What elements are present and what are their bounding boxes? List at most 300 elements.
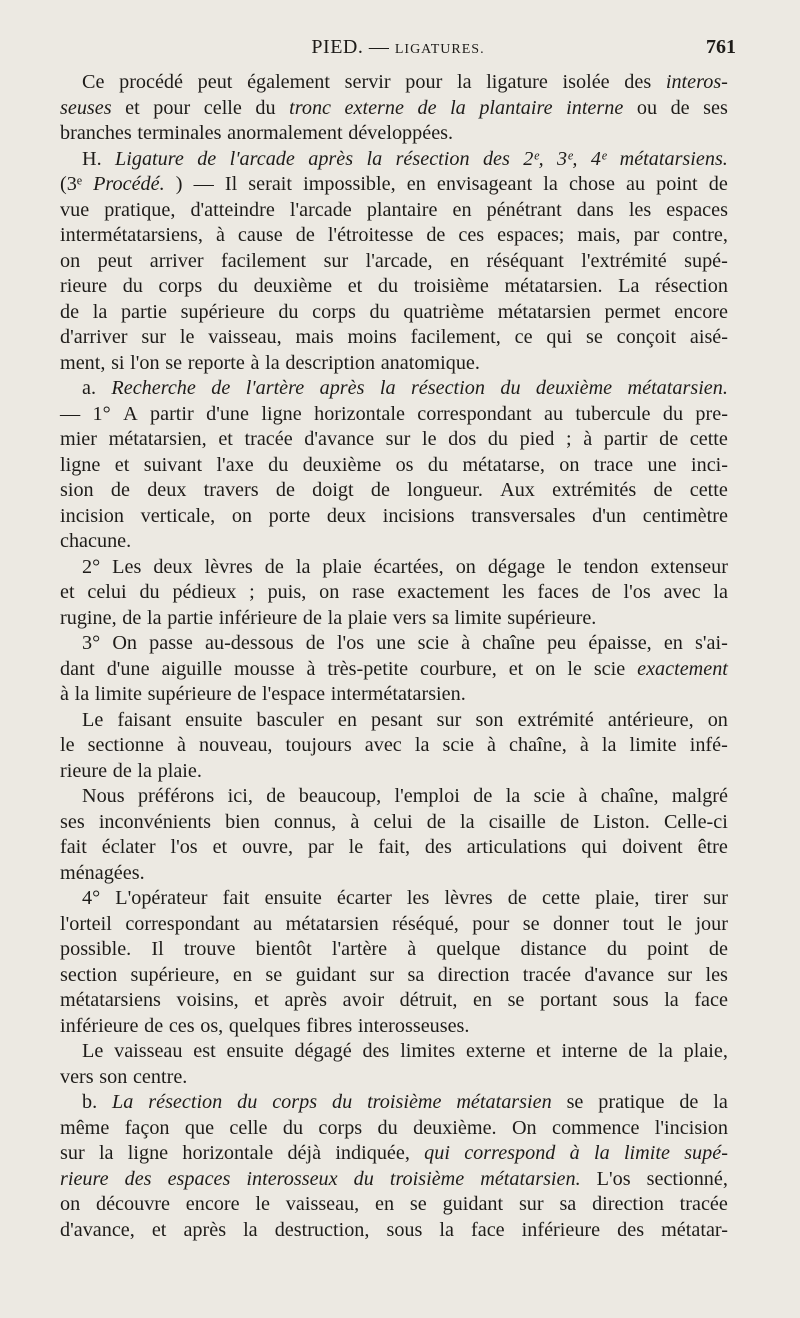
word: point xyxy=(656,173,698,195)
word: à xyxy=(306,657,316,680)
word: est xyxy=(193,1040,216,1062)
word: métatarsien. xyxy=(504,275,603,297)
word: le xyxy=(179,326,195,348)
text-line xyxy=(60,759,728,785)
text-line xyxy=(60,963,728,989)
text-line xyxy=(60,274,728,300)
word: au-dessous xyxy=(205,632,294,654)
word: tout xyxy=(622,912,654,935)
word: d'un xyxy=(592,504,627,527)
word: de xyxy=(679,1091,699,1113)
word: L'opérateur xyxy=(115,887,208,909)
word: trace xyxy=(593,453,634,476)
word: sa xyxy=(431,606,449,629)
word: Aux xyxy=(500,479,535,501)
word: la xyxy=(450,96,466,119)
word: connus, xyxy=(273,810,337,833)
word: inconvénients xyxy=(98,810,211,833)
word: travers xyxy=(203,479,259,501)
word: mier xyxy=(60,428,97,450)
word: les xyxy=(502,581,525,603)
word: en xyxy=(450,249,470,272)
word: moins xyxy=(347,326,397,348)
word: interne xyxy=(561,1040,618,1062)
word: quatrième xyxy=(403,300,485,323)
word: extrémités xyxy=(552,479,637,501)
word: 3ᵉ, xyxy=(557,147,578,170)
word: troisième xyxy=(413,275,489,297)
word: supérieure xyxy=(180,300,265,323)
word: ensuite xyxy=(264,887,322,909)
word: Liston. xyxy=(593,810,650,833)
word: à xyxy=(60,683,69,705)
word: résection xyxy=(410,377,485,399)
word: pied xyxy=(519,428,555,450)
word: la xyxy=(414,734,430,756)
word: l'étroitesse xyxy=(327,224,414,246)
word: la xyxy=(74,683,90,705)
word: on xyxy=(559,453,580,476)
word: des xyxy=(624,71,652,93)
word: le xyxy=(60,734,75,756)
word: découvre xyxy=(96,1193,170,1215)
word: limite xyxy=(629,734,677,756)
word: 2ᵉ, xyxy=(523,147,544,170)
word: des xyxy=(124,1167,152,1190)
word: métatarsien xyxy=(456,1091,552,1113)
word: tracée xyxy=(244,428,293,450)
word: — xyxy=(193,173,214,195)
word: mousse xyxy=(233,657,295,680)
word: partie xyxy=(167,606,214,629)
page-header xyxy=(60,36,736,66)
word: son xyxy=(475,708,504,731)
word: cette xyxy=(689,479,728,501)
word: sous xyxy=(386,1218,423,1241)
word: externe xyxy=(465,1040,526,1062)
word: métatarsiens xyxy=(60,989,161,1011)
word: réséqué, xyxy=(392,912,459,935)
word: les xyxy=(705,963,728,986)
word: métatarsien xyxy=(497,300,591,323)
word: facilement, xyxy=(410,326,501,348)
word: la xyxy=(366,147,383,170)
word: en xyxy=(406,173,426,195)
word: de xyxy=(144,1014,164,1037)
word: rugine, xyxy=(60,606,117,629)
word: du xyxy=(278,300,299,323)
word: écartées, xyxy=(373,555,444,578)
word: horizontale xyxy=(314,402,405,425)
word: de xyxy=(110,479,130,501)
word: plaie xyxy=(322,555,362,578)
word: à xyxy=(583,428,593,450)
word: éclater xyxy=(101,836,156,858)
word: sa xyxy=(407,963,425,986)
word: scie xyxy=(593,657,626,680)
word: sur xyxy=(518,1193,544,1215)
word: anatomique. xyxy=(380,351,480,374)
word: voisins, xyxy=(176,989,239,1011)
word: peut xyxy=(197,71,233,93)
word: épaisse, xyxy=(588,632,652,654)
word: de xyxy=(266,785,286,807)
word: deuxième. xyxy=(413,1116,497,1139)
word: lèvres xyxy=(204,555,253,578)
running-head-sub: LIGATURES. xyxy=(394,42,485,57)
word: métatarsien, xyxy=(108,428,207,450)
word: section xyxy=(60,963,118,986)
word: sion xyxy=(60,479,94,501)
word: aiguille xyxy=(161,657,223,680)
word: Celle-ci xyxy=(663,810,728,833)
word: envisageant xyxy=(436,173,533,195)
word: partir xyxy=(150,402,194,425)
word: écarter xyxy=(336,887,392,909)
word: à xyxy=(215,224,225,246)
word: sur xyxy=(667,963,693,986)
word: sur xyxy=(369,963,395,986)
word: 3° xyxy=(82,632,101,654)
word: d'avance xyxy=(304,428,375,450)
word: correspondant xyxy=(125,912,240,935)
word: de xyxy=(264,555,284,578)
word: la xyxy=(664,989,679,1011)
word: chaîne, xyxy=(509,734,567,756)
text-line xyxy=(60,631,728,657)
word: sur xyxy=(141,326,167,348)
text-line xyxy=(60,1192,728,1218)
word: des xyxy=(424,836,452,858)
word: verticale, xyxy=(140,504,216,527)
word: l'axe xyxy=(216,453,254,476)
word: plaie, xyxy=(595,887,640,909)
word: chose xyxy=(568,173,615,195)
word: jour xyxy=(695,912,728,935)
word: tracée xyxy=(522,963,571,986)
word: mais, xyxy=(577,224,621,246)
word: préférons xyxy=(138,785,215,807)
word: ligne xyxy=(261,402,302,425)
word: et xyxy=(60,581,75,603)
word: facilement xyxy=(220,249,307,272)
word: développées. xyxy=(348,122,454,144)
word: plaie. xyxy=(157,759,202,782)
word: peut xyxy=(97,249,133,272)
word: face xyxy=(694,989,728,1011)
word: ) xyxy=(175,173,183,195)
word: et xyxy=(254,989,269,1011)
word: le xyxy=(348,836,364,858)
word: procédé xyxy=(119,71,183,93)
word: malgré xyxy=(671,785,728,807)
word: la xyxy=(137,759,152,782)
word: celle xyxy=(229,1116,268,1139)
word: la xyxy=(543,173,558,195)
word: l'artère xyxy=(245,377,305,399)
word: dos xyxy=(448,428,477,450)
word: que xyxy=(184,1116,215,1139)
word: on xyxy=(60,249,81,272)
word: incisions xyxy=(382,504,455,527)
word: la xyxy=(265,351,280,374)
word: et xyxy=(114,453,130,476)
word: donner xyxy=(553,912,610,935)
word: de xyxy=(295,224,315,246)
word: pour xyxy=(153,96,191,119)
word: l'os xyxy=(170,836,198,858)
word: à xyxy=(461,632,471,654)
word: de xyxy=(122,606,142,629)
word: correspond xyxy=(464,1142,556,1164)
word: de xyxy=(708,173,728,195)
word: On xyxy=(112,632,137,654)
word: d'une xyxy=(106,657,150,680)
word: métatarsien. xyxy=(480,1167,581,1190)
word: inférieure xyxy=(60,1014,139,1037)
text-line xyxy=(60,325,728,351)
word: dant xyxy=(60,657,95,680)
word: possible. xyxy=(60,938,132,960)
text-line xyxy=(60,478,728,504)
page-number: 761 xyxy=(706,36,736,58)
word: ménagées. xyxy=(60,861,145,884)
word: également xyxy=(247,71,331,93)
word: d'une xyxy=(206,402,249,425)
word: de xyxy=(559,810,580,833)
word: du xyxy=(353,1167,374,1190)
text-line xyxy=(60,198,728,224)
word: interosseux xyxy=(246,1167,338,1190)
word: ensuite xyxy=(185,708,243,731)
word: en xyxy=(375,1193,395,1215)
word: portant xyxy=(539,989,598,1011)
word: sur xyxy=(385,428,411,450)
word: cette xyxy=(541,887,581,909)
word: l'incision xyxy=(654,1116,728,1139)
word: de xyxy=(417,96,437,119)
word: plantaire xyxy=(366,198,438,221)
word: résection xyxy=(148,1091,223,1113)
word: corps xyxy=(312,300,356,323)
text-line xyxy=(60,657,728,683)
running-head-main: PIED. xyxy=(311,36,364,58)
text-line xyxy=(60,580,728,606)
word: du xyxy=(237,1091,258,1113)
word: intermétatarsiens, xyxy=(60,224,203,246)
word: description xyxy=(285,351,376,374)
word: à xyxy=(176,734,186,756)
text-line xyxy=(60,708,728,734)
word: mais xyxy=(295,326,334,348)
word: du xyxy=(255,96,276,119)
word: à xyxy=(350,810,360,833)
word: terminales xyxy=(137,122,222,144)
text-line xyxy=(60,96,728,122)
text-line xyxy=(60,249,728,275)
word: des xyxy=(482,147,510,170)
word: ouvre, xyxy=(242,836,294,858)
word: fait, xyxy=(378,836,411,858)
word: de xyxy=(708,938,728,960)
word: corps xyxy=(318,1116,363,1139)
word: quelque xyxy=(436,938,501,960)
word: ; xyxy=(565,428,572,450)
word: interne xyxy=(566,96,624,119)
word: inci- xyxy=(691,453,728,476)
word: qui xyxy=(581,836,608,858)
word: exactement xyxy=(397,581,490,603)
word: du xyxy=(377,1116,398,1139)
word: porte xyxy=(268,504,311,527)
word: impossible, xyxy=(303,173,396,195)
word: cette xyxy=(689,428,728,450)
word: son xyxy=(99,1065,128,1088)
text-line xyxy=(60,402,728,428)
word: la xyxy=(295,555,311,578)
word: du xyxy=(217,275,239,297)
word: d'arriver xyxy=(60,326,128,348)
word: plantaire xyxy=(479,96,553,119)
word: sectionne xyxy=(87,734,164,756)
word: avec xyxy=(364,734,402,756)
word: ment, xyxy=(60,351,106,374)
word: chacune. xyxy=(60,530,132,552)
word: tirer xyxy=(654,887,689,909)
word: faces xyxy=(537,581,579,603)
word: après xyxy=(183,1218,227,1241)
text-line xyxy=(60,912,728,938)
text-line xyxy=(60,1090,728,1116)
word: à xyxy=(579,734,589,756)
word: sur xyxy=(323,249,349,272)
word: scie xyxy=(533,785,566,807)
word: du xyxy=(500,377,521,399)
word: inférieure xyxy=(218,606,298,629)
word: aisé- xyxy=(689,326,728,348)
running-head xyxy=(60,36,736,59)
word: rase xyxy=(352,581,385,603)
text-line xyxy=(60,1065,728,1091)
word: même xyxy=(60,1116,110,1139)
word: direction xyxy=(592,1193,664,1215)
word: L'os xyxy=(596,1167,631,1190)
word: Le xyxy=(82,1040,104,1062)
word: extrémité xyxy=(517,708,594,731)
word: corps xyxy=(272,1091,318,1113)
word: à xyxy=(569,1142,580,1164)
word: de xyxy=(112,759,132,782)
word: extenseur xyxy=(650,555,728,578)
word: se xyxy=(165,351,183,374)
word: interosseuses. xyxy=(357,1014,470,1037)
text-line xyxy=(60,427,728,453)
word: ses xyxy=(703,96,728,119)
word: distance xyxy=(520,938,587,960)
word: on xyxy=(535,657,556,680)
word: déjà xyxy=(287,1142,322,1164)
word: la xyxy=(92,300,108,323)
word: l'artère xyxy=(331,938,388,960)
word: peu xyxy=(547,632,577,654)
word: isolée xyxy=(562,71,610,93)
word: fait xyxy=(60,836,87,858)
word: deuxième xyxy=(302,453,382,476)
word: externe xyxy=(344,96,404,119)
word: horizontale xyxy=(182,1142,274,1164)
word: Il xyxy=(151,938,164,960)
word: résection xyxy=(655,275,728,297)
text-line xyxy=(60,810,728,836)
word: rieure xyxy=(60,1167,109,1190)
word: du xyxy=(268,453,289,476)
word: serait xyxy=(248,173,293,195)
word: de xyxy=(302,606,322,629)
word: de xyxy=(653,479,673,501)
word: et xyxy=(536,1040,551,1062)
word: seuses xyxy=(60,96,112,119)
word: limites xyxy=(400,1040,456,1062)
word: se xyxy=(409,1193,427,1215)
word: ses xyxy=(60,810,85,833)
word: Ligature xyxy=(115,147,184,170)
word: se xyxy=(586,326,603,348)
word: intermétatarsien. xyxy=(330,683,466,705)
text-line xyxy=(60,300,728,326)
word: sur xyxy=(703,887,728,909)
word: vue xyxy=(60,198,90,221)
word: supérieure xyxy=(147,683,232,705)
word: on xyxy=(231,504,252,527)
word: la xyxy=(601,734,617,756)
word: on xyxy=(455,555,476,578)
word: du xyxy=(369,300,390,323)
word: qui xyxy=(546,326,573,348)
word: 2° xyxy=(82,555,101,578)
word: vers xyxy=(392,606,427,629)
word: quelques xyxy=(228,1014,301,1037)
word: vers xyxy=(60,1065,94,1088)
word: si xyxy=(111,351,125,374)
word: la xyxy=(439,1218,454,1241)
word: l'os xyxy=(623,581,651,603)
word: la xyxy=(243,1218,258,1241)
word: (3ᵉ xyxy=(60,173,82,195)
word: celle xyxy=(203,96,242,119)
word: métatarse, xyxy=(462,453,545,476)
word: pratique xyxy=(598,1091,665,1113)
word: à xyxy=(250,351,260,374)
word: supé- xyxy=(684,249,728,272)
word: dans xyxy=(576,198,614,221)
text-line xyxy=(60,606,728,632)
word: et xyxy=(151,1218,167,1241)
word: de xyxy=(670,96,690,119)
word: transversales xyxy=(471,504,576,527)
word: pratique, xyxy=(104,198,176,221)
word: métatarsien. xyxy=(627,377,728,399)
word: pénétrant xyxy=(486,198,562,221)
word: suivant xyxy=(143,453,203,476)
word: l'os xyxy=(336,632,365,654)
word: du xyxy=(427,453,449,476)
word: espaces; xyxy=(497,224,565,246)
word: correspondant xyxy=(417,402,532,425)
word: et xyxy=(125,96,140,119)
word: à xyxy=(578,785,588,807)
word: après xyxy=(319,377,365,399)
word: partie xyxy=(120,300,167,323)
